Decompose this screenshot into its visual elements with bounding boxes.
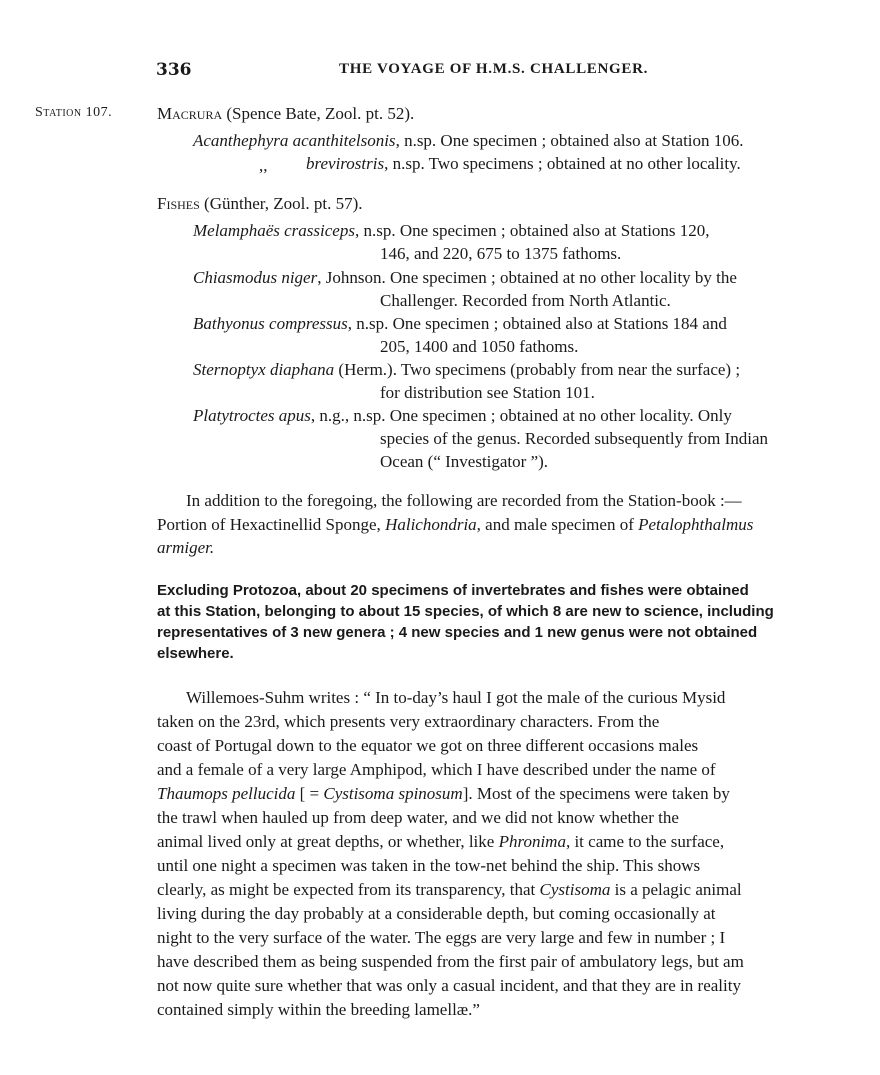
quote-text: clearly, as might be expected from its transparency, that: [157, 880, 540, 899]
quote-line-6: the trawl when hauled up from deep water, and we did not know whether the: [157, 808, 679, 827]
fish-entry-2-cont: Challenger. Recorded from North Atlantic.: [380, 291, 671, 310]
quote-text: [ =: [295, 784, 324, 803]
quote-text: is a pelagic animal: [610, 880, 742, 899]
quote-line-1: Willemoes-Suhm writes : “ In to-day’s haul I got the male of the curious Mysid: [186, 688, 726, 707]
station-label: Station 107.: [35, 105, 113, 120]
fish-entry-5: [193, 406, 732, 426]
quote-line-4: and a female of a very large Amphipod, which I have described under the name of: [157, 760, 716, 779]
addition-text: , and male specimen of: [476, 515, 639, 534]
fish-entry-4: [193, 360, 740, 380]
species-name: Thaumops pellucida: [157, 784, 296, 803]
macrura-entry-2: [306, 154, 741, 174]
fish-entry-1: [193, 221, 710, 241]
entry-text: (Herm.). Two specimens (probably from near the surface) ;: [334, 360, 741, 379]
entry-text: , n.sp. One specimen ; obtained also at Stations 184 and: [347, 314, 727, 333]
addition-line-1: In addition to the foregoing, the following are recorded from the Station-book :—: [186, 491, 742, 510]
fish-entry-3-cont: 205, 1400 and 1050 fathoms.: [380, 337, 579, 356]
species-name: Bathyonus compressus: [193, 314, 348, 333]
species-name: Sternoptyx diaphana: [193, 360, 335, 379]
species-name: Cystisoma spinosum: [323, 784, 463, 803]
entry-text: , n.sp. One specimen ; obtained also at Stations 120,: [354, 221, 710, 240]
fish-entry-4-cont: for distribution see Station 101.: [380, 383, 595, 402]
genus-name: Petalophthalmus: [638, 515, 754, 534]
summary-line-3: representatives of 3 new genera ; 4 new species and 1 new genus were not obtained: [157, 624, 758, 641]
quote-line-14: contained simply within the breeding lamellæ.”: [157, 1000, 480, 1019]
quote-line-10: living during the day probably at a considerable depth, but coming occasionally at: [157, 904, 716, 923]
macrura-heading: [157, 104, 414, 124]
fishes-ref: (Günther, Zool. pt. 57).: [199, 194, 363, 213]
species-name: Melamphaës crassiceps: [193, 221, 355, 240]
fish-entry-3: [193, 314, 727, 334]
macrura-entry-2-ditto: ,,: [259, 156, 268, 175]
quote-line-2: taken on the 23rd, which presents very extraordinary characters. From the: [157, 712, 660, 731]
entry-text: , n.sp. One specimen ; obtained also at Station 106.: [395, 131, 744, 150]
macrura-ref: (Spence Bate, Zool. pt. 52).: [222, 104, 415, 123]
quote-line-9: [157, 880, 742, 900]
quote-line-5: [157, 784, 730, 804]
macrura-entry-1: [193, 131, 744, 151]
entry-text: , n.g., n.sp. One specimen ; obtained at no other locality. Only: [310, 406, 732, 425]
species-name: armiger.: [157, 538, 215, 557]
fish-entry-5-cont-1: species of the genus. Recorded subsequently from Indian: [380, 429, 769, 448]
quote-text: animal lived only at great depths, or whether, like: [157, 832, 499, 851]
fish-entry-5-cont-2: Ocean (“ Investigator ”).: [380, 452, 549, 471]
quote-line-7: [157, 832, 724, 852]
fish-entry-1-cont: 146, and 220, 675 to 1375 fathoms.: [380, 244, 622, 263]
addition-line-3: [157, 538, 214, 558]
quote-line-3: coast of Portugal down to the equator we got on three different occasions males: [157, 736, 699, 755]
species-name: brevirostris: [306, 154, 385, 173]
page-number: 336: [156, 60, 192, 80]
species-name: Platytroctes apus: [193, 406, 311, 425]
summary-line-2: at this Station, belonging to about 15 species, of which 8 are new to science, including: [157, 603, 774, 620]
entry-text: , Johnson. One specimen ; obtained at no other locality by the: [317, 268, 737, 287]
summary-line-1: Excluding Protozoa, about 20 specimens of invertebrates and fishes were obtained: [157, 582, 749, 599]
quote-text: ]. Most of the specimens were taken by: [462, 784, 730, 803]
running-title: THE VOYAGE OF H.M.S. CHALLENGER.: [339, 61, 649, 77]
addition-line-2: [157, 515, 753, 535]
addition-text: Portion of Hexactinellid Sponge,: [157, 515, 386, 534]
species-name: Acanthephyra acanthitelsonis: [193, 131, 396, 150]
quote-line-12: have described them as being suspended from the first pair of ambulatory legs, but am: [157, 952, 744, 971]
fish-entry-2: [193, 268, 737, 288]
quote-line-13: not now quite sure whether that was only a casual incident, and that they are in reality: [157, 976, 741, 995]
fishes-label: Fishes: [157, 194, 200, 213]
genus-name: Cystisoma: [539, 880, 611, 899]
species-name: Chiasmodus niger: [193, 268, 318, 287]
quote-text: , it came to the surface,: [565, 832, 725, 851]
entry-text: , n.sp. Two specimens ; obtained at no other locality.: [384, 154, 741, 173]
genus-name: Phronima: [498, 832, 566, 851]
genus-name: Halichondria: [385, 515, 477, 534]
summary-line-4: elsewhere.: [157, 645, 234, 662]
quote-line-8: until one night a specimen was taken in the tow-net behind the ship. This shows: [157, 856, 701, 875]
quote-line-11: night to the very surface of the water. The eggs are very large and few in number ; I: [157, 928, 726, 947]
macrura-label: Macrura: [157, 104, 223, 123]
fishes-heading: [157, 194, 362, 214]
